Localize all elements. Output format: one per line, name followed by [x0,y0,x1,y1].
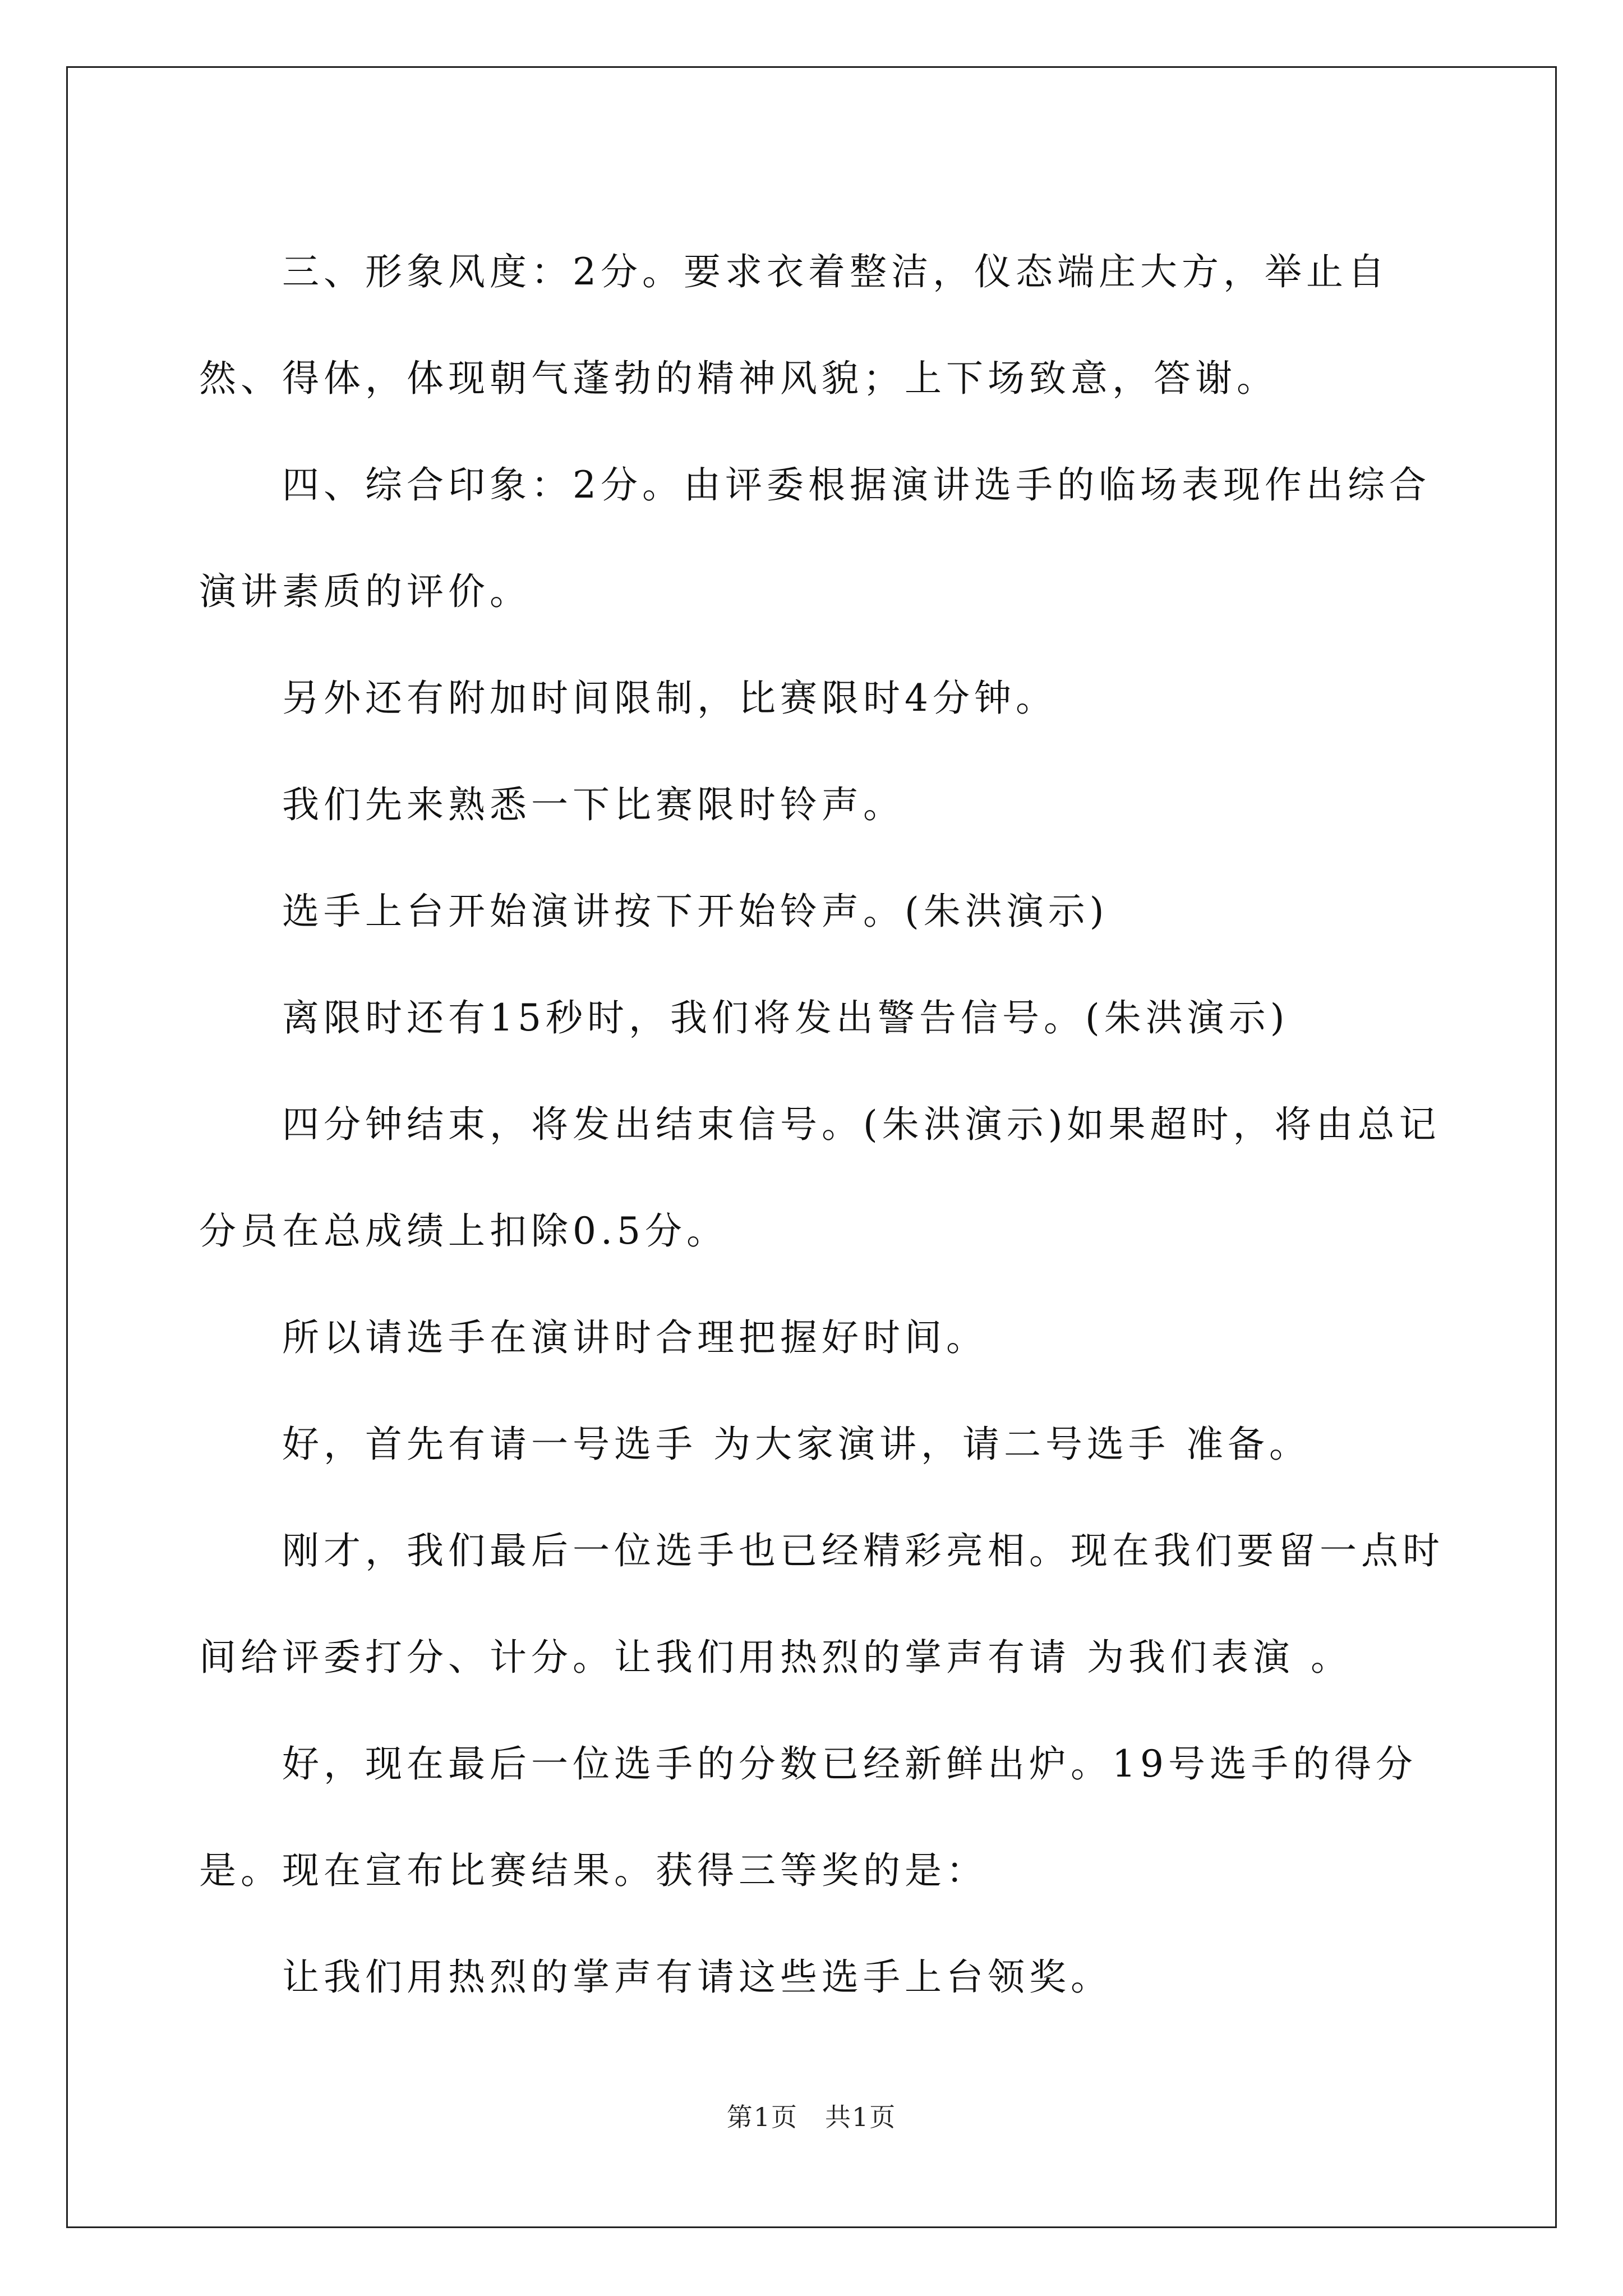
paragraph: 四、综合印象：2分。由评委根据演讲选手的临场表现作出综合演讲素质的评价。 [199,463,1431,613]
paragraph: 选手上台开始演讲按下开始铃声。(朱洪演示) [282,890,1109,933]
paragraph: 我们先来熟悉一下比赛限时铃声。 [282,783,905,826]
paragraph: 另外还有附加时间限制，比赛限时4分钟。 [282,677,1057,720]
document-body [199,219,1467,2031]
paragraph: 离限时还有15秒时，我们将发出警告信号。(朱洪演示) [282,996,1289,1039]
paragraph: 好，现在最后一位选手的分数已经新鲜出炉。19号选手的得分是。现在宣布比赛结果。获得三等奖的是： [199,1742,1417,1892]
paragraph: 让我们用热烈的掌声有请这些选手上台领奖。 [282,1955,1112,1999]
paragraph: 所以请选手在演讲时合理把握好时间。 [282,1316,988,1359]
paragraph: 四分钟结束，将发出结束信号。(朱洪演示)如果超时，将由总记分员在总成绩上扣除0.5分。 [199,1103,1441,1253]
paragraph: 好，首先有请一号选手 为大家演讲，请二号选手 准备。 [282,1423,1311,1466]
paragraph: 刚才，我们最后一位选手也已经精彩亮相。现在我们要留一点时间给评委打分、计分。让我们用热烈的掌声有请 为我们表演 。 [199,1529,1444,1679]
page-footer: 第1页 共1页 [726,2102,897,2132]
paragraph: 三、形象风度：2分。要求衣着整洁，仪态端庄大方，举止自然、得体，体现朝气蓬勃的精神风貌；上下场致意，答谢。 [199,250,1389,400]
